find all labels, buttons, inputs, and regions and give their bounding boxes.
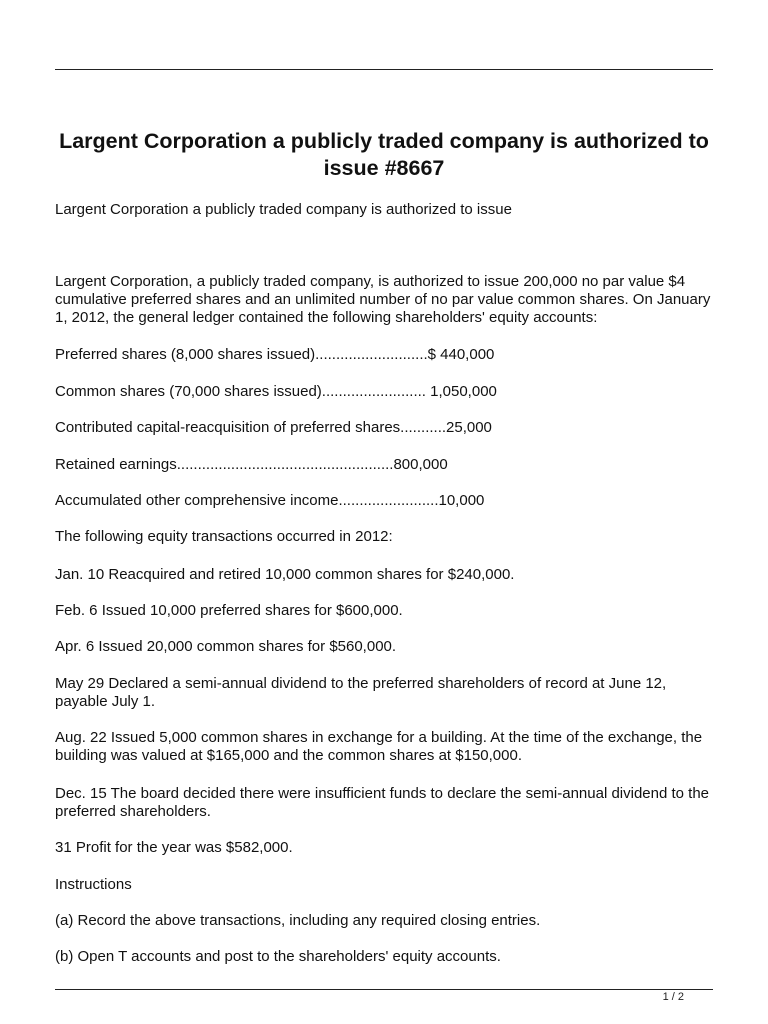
- transaction-apr-6: Apr. 6 Issued 20,000 common shares for $560,000.: [55, 638, 397, 655]
- instructions-heading: Instructions: [55, 876, 132, 893]
- page-number: 1 / 2: [662, 991, 684, 1003]
- transactions-heading: The following equity transactions occurred in 2012:: [55, 528, 393, 545]
- transaction-dec-15: Dec. 15 The board decided there were insufficient funds to declare the semi-annual dividend to the preferred shareholders.: [55, 785, 710, 820]
- instruction-b: (b) Open T accounts and post to the shareholders' equity accounts.: [55, 948, 501, 965]
- account-contributed-capital: Contributed capital-reacquisition of preferred shares...........25,000: [55, 419, 492, 436]
- account-preferred-shares: Preferred shares (8,000 shares issued)...........................$ 440,000: [55, 346, 495, 363]
- instruction-a: (a) Record the above transactions, including any required closing entries.: [55, 912, 541, 929]
- account-retained-earnings: Retained earnings....................................................800,000: [55, 456, 448, 473]
- page-title: Largent Corporation a publicly traded company is authorized to issue #8667: [59, 129, 709, 180]
- footer-rule: [55, 989, 713, 990]
- transaction-may-29: May 29 Declared a semi-annual dividend to the preferred shareholders of record at June 12, payable July 1.: [55, 675, 667, 710]
- subtitle: Largent Corporation a publicly traded company is authorized to issue: [55, 201, 512, 218]
- intro-paragraph: Largent Corporation, a publicly traded company, is authorized to issue 200,000 no par value $4 cumulative preferred shares and an unlimited number of no par value common shares. On January 1, 2012, the general ledger contained the following shareholders' equity accounts:: [55, 273, 711, 326]
- transaction-31-profit: 31 Profit for the year was $582,000.: [55, 839, 293, 856]
- transaction-aug-22: Aug. 22 Issued 5,000 common shares in exchange for a building. At the time of the exchange, the building was valued at $165,000 and the common shares at $150,000.: [55, 729, 703, 764]
- header-rule: [55, 69, 713, 70]
- transaction-jan-10: Jan. 10 Reacquired and retired 10,000 common shares for $240,000.: [55, 566, 515, 583]
- account-common-shares: Common shares (70,000 shares issued)......................... 1,050,000: [55, 383, 497, 400]
- transaction-feb-6: Feb. 6 Issued 10,000 preferred shares for $600,000.: [55, 602, 403, 619]
- account-aoci: Accumulated other comprehensive income........................10,000: [55, 492, 485, 509]
